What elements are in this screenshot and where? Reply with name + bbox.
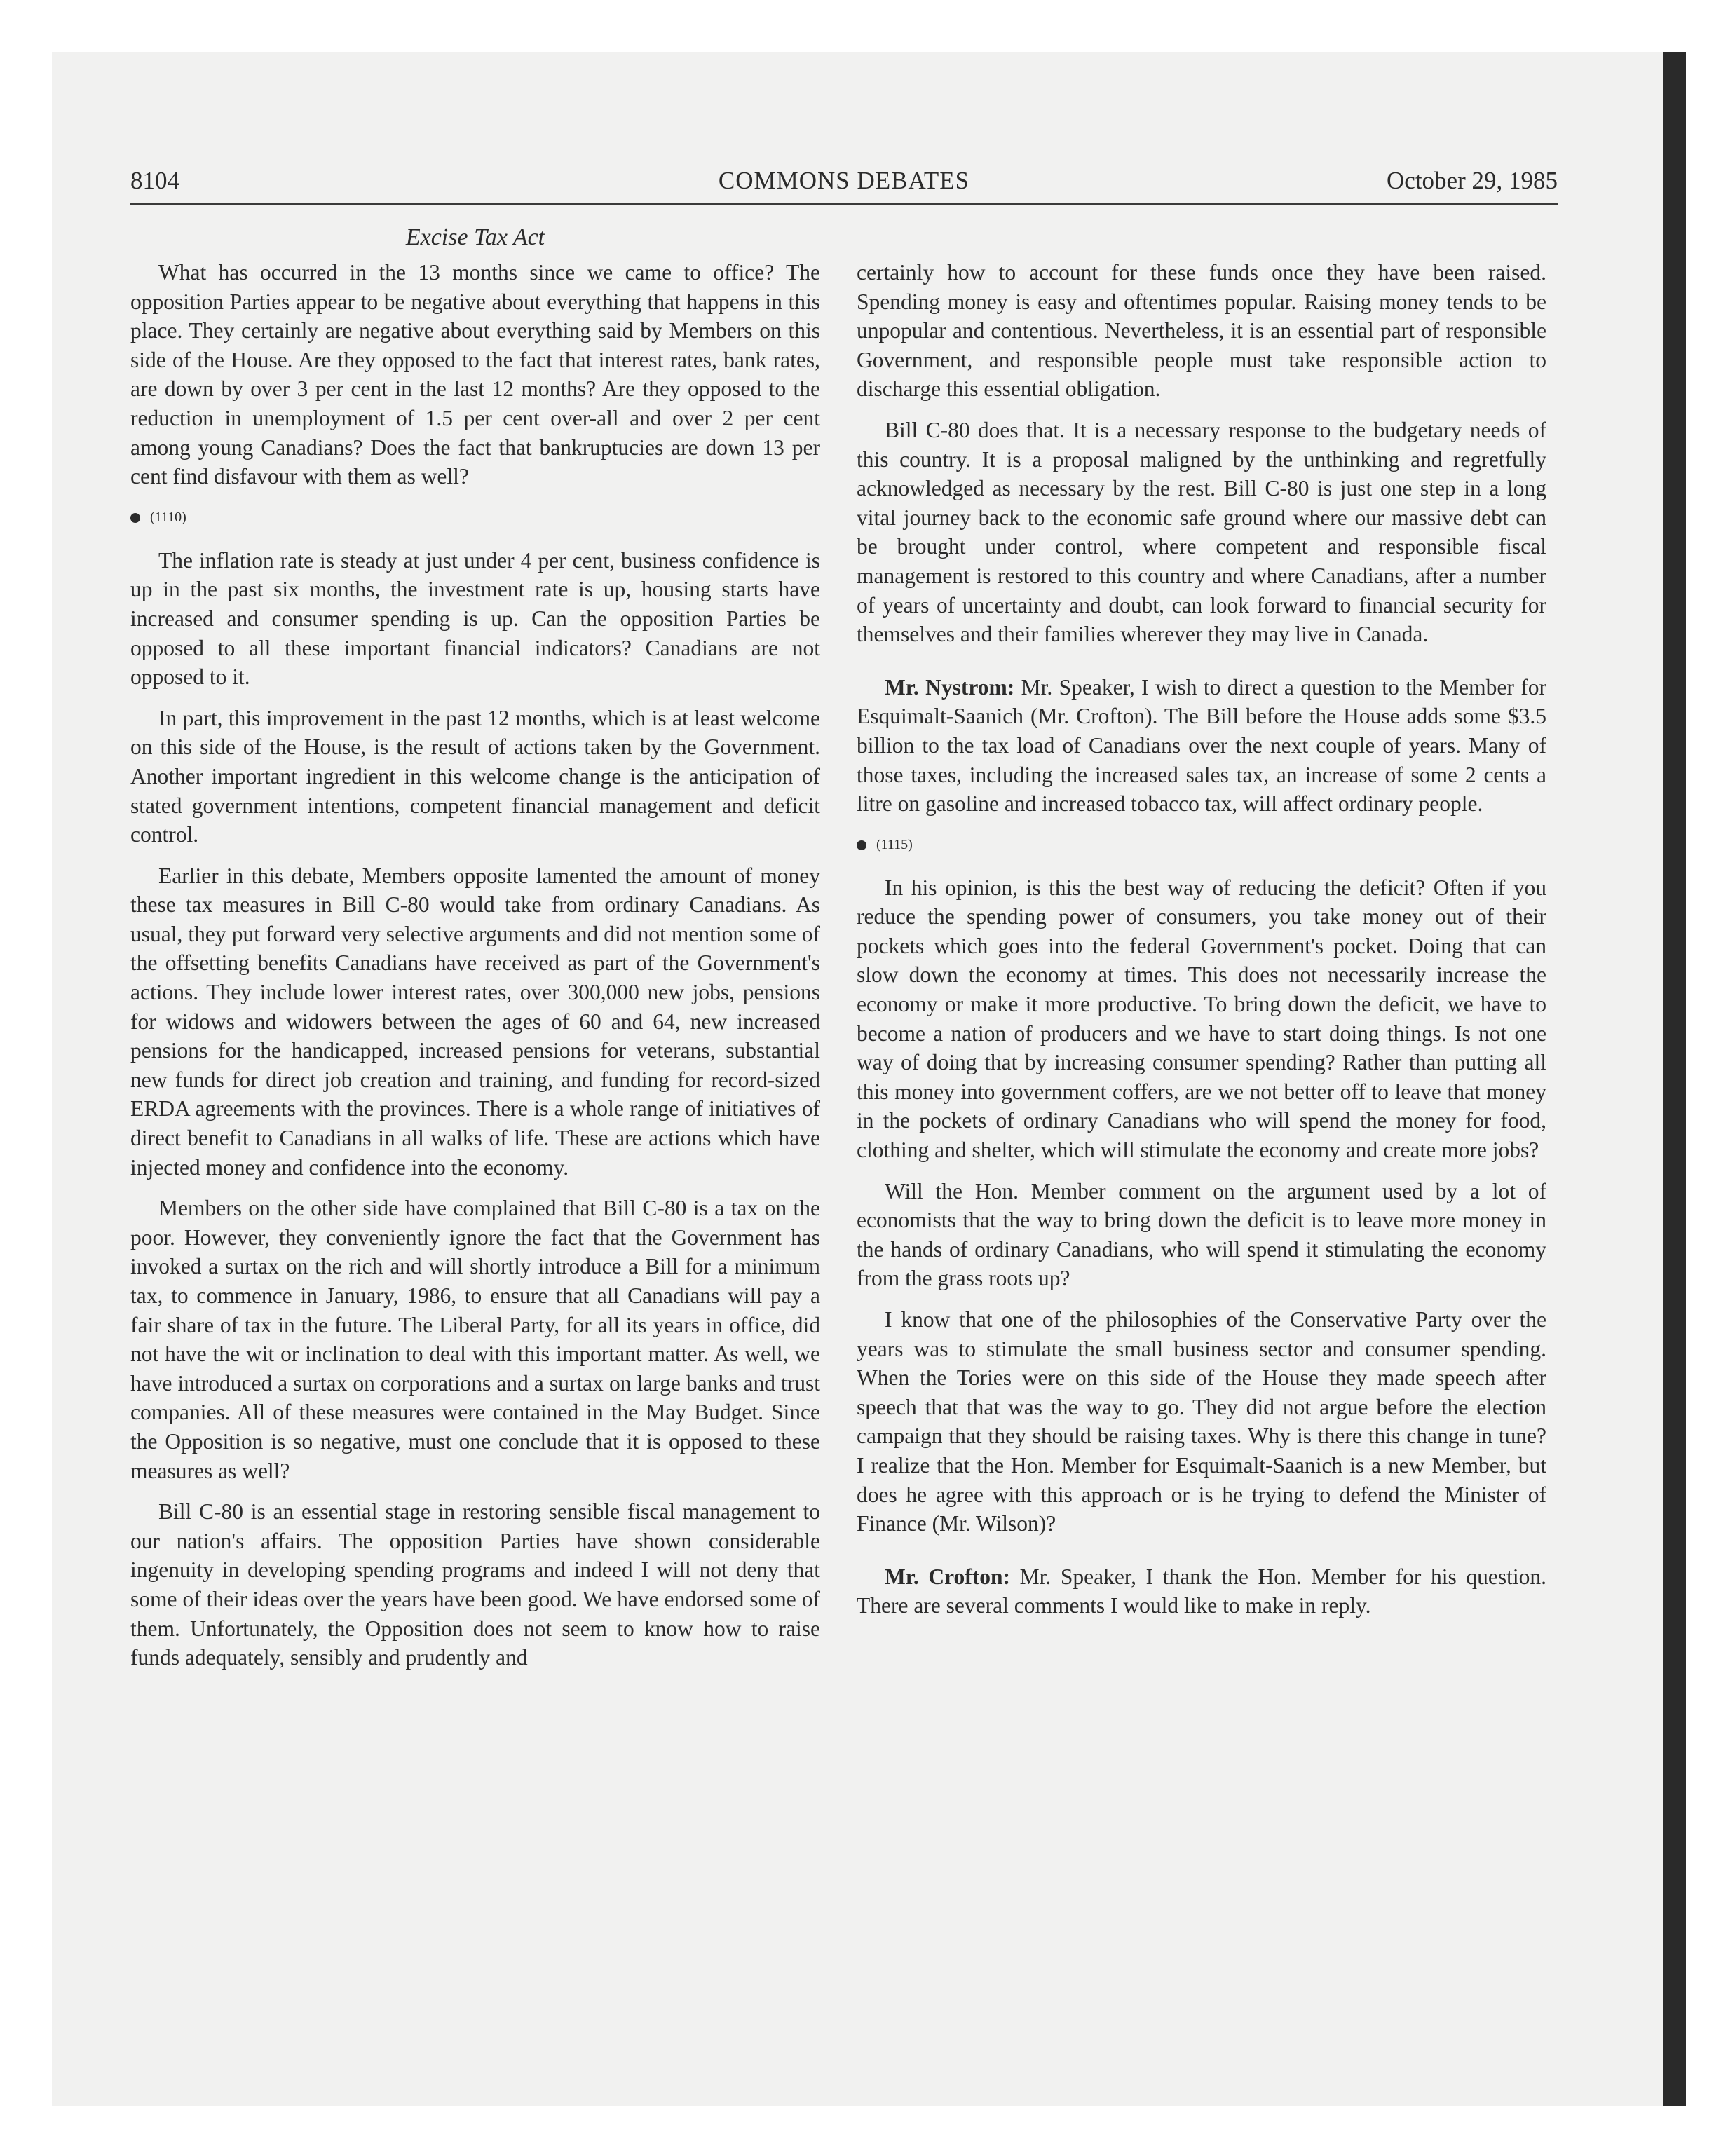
publication-date: October 29, 1985 (1387, 167, 1558, 194)
speech-text: Mr. Speaker, I thank the Hon. Member for his question. There are several comments I would like to make in reply. (857, 1564, 1546, 1618)
paragraph: What has occurred in the 13 months since we came to office? The opposition Parties appear to be negative about everything that happens in this place. They certainly are negative about everything said by Members on this side of the House. Are they opposed to the fact that interest rates, bank rates, are down by over 3 per cent in the last 12 months? Are they opposed to the reduction in unemployment of 1.5 per cent over-all and over 2 per cent among young Canadians? Does the fact that bankruptucies are down 13 per cent find disfavour with them as well? (130, 260, 820, 489)
page-number: 8104 (130, 167, 179, 194)
page-header (130, 163, 1558, 199)
section-title: Excise Tax Act (405, 224, 545, 250)
time-marker (130, 507, 820, 528)
publication-title: COMMONS DEBATES (718, 167, 970, 194)
paragraph: Will the Hon. Member comment on the argument used by a lot of economists that the way to bring down the deficit is to leave more money in the hands of ordinary Canadians, who will spend it stimulating the economy from the grass roots up? (857, 1178, 1546, 1291)
paragraph: Bill C-80 does that. It is a necessary response to the budgetary needs of this country. It is a proposal maligned by the unthinking and regretfully acknowledged as necessary by the rest. Bill C-80 is just one step in a long vital journey back to the economic safe ground where our massive debt can be brought under control, where competent and responsible fiscal management is restored to this country and where Canadians, after a number of years of uncertainty and doubt, can look forward to financial security for themselves and their families wherever they may live in Canada. (857, 417, 1546, 647)
paragraph: Members on the other side have complained that Bill C-80 is a tax on the poor. However, they conveniently ignore the fact that the Government has invoked a surtax on the rich and will shortly introduce a Bill for a minimum tax, to commence in January, 1986, to ensure that all Canadians will pay a fair share of tax in the future. The Liberal Party, for all its years in office, did not have the wit or inclination to deal with this important matter. As well, we have introduced a surtax on corporations and a surtax on large banks and trust companies. All of these measures were contained in the May Budget. Since the Opposition is so negative, must one conclude that it is opposed to these measures as well? (130, 1196, 820, 1483)
paragraph: I know that one of the philosophies of the Conservative Party over the years was to stimulate the small business sector and consumer spending. When the Tories were on this side of the House they made speech after speech that that was the way to go. They did not argue before the election campaign that they should be raising taxes. Why is there this change in tune? I realize that the Hon. Member for Esquimalt-Saanich is a new Member, but does he agree with this approach or is he trying to defend the Minister of Finance (Mr. Wilson)? (857, 1307, 1546, 1536)
bullet-icon (857, 840, 866, 850)
speaker-name: Mr. Nystrom: (885, 674, 1015, 700)
speech-text: Mr. Speaker, I wish to direct a question to the Member for Esquimalt-Saanich (Mr. Crofton). The Bill before the House adds some $3.5 billion to the tax load of Canadians over the next couple of years. Many of those taxes, including the increased sales tax, an increase of some 2 cents a litre on gasoline and increased tobacco tax, will affect ordinary people. (857, 674, 1547, 817)
paragraph: The inflation rate is steady at just under 4 per cent, business confidence is up in the past six months, the investment rate is up, housing starts have increased and consumer spending is up. Can the opposition Parties be opposed to all these important financial indicators? Canadians are not opposed to it. (130, 547, 820, 690)
paragraph: In his opinion, is this the best way of reducing the deficit? Often if you reduce the spending power of consumers, you take money out of their pockets which goes into the federal Government's pocket. Doing that can slow down the economy at times. This does not necessarily increase the economy or make it more productive. To bring down the deficit, we have to become a nation of producers and we have to start doing things. Is not one way of doing that by increasing consumer spending? Rather than putting all this money into government coffers, are we not better off to leave that money in the pockets of ordinary Canadians who will spend the money for food, clothing and shelter, which will stimulate the economy and create more jobs? (857, 875, 1546, 1163)
time-marker (857, 834, 1546, 855)
bullet-icon (130, 513, 140, 523)
paragraph: In part, this improvement in the past 12 months, which is at least welcome on this side of the House, is the result of actions taken by the Government. Another important ingredient in this welcome change is the anticipation of stated government intentions, competent financial management and deficit control. (130, 705, 820, 847)
speaker-name: Mr. Crofton: (885, 1564, 1010, 1589)
paragraph: Bill C-80 is an essential stage in restoring sensible fiscal management to our nation's affairs. The opposition Parties have shown considerable ingenuity in developing spending programs and indeed I will not deny that some of their ideas over the years have been good. We have endorsed some of them. Unfortunately, the Opposition does not seem to know how to raise funds adequately, sensibly and prudently and (130, 1499, 820, 1670)
left-column (130, 258, 820, 1684)
time-marker-label: (1115) (876, 836, 913, 852)
speech-crofton (857, 1562, 1546, 1621)
scan-edge-shadow (1663, 52, 1686, 2106)
right-column (857, 258, 1546, 1632)
time-marker-label: (1110) (150, 509, 186, 525)
paragraph: certainly how to account for these funds once they have been raised. Spending money is easy and oftentimes popular. Raising money tends to be unpopular and contentious. Nevertheless, it is an essential part of responsible Government, and responsible people must take responsible action to discharge this essential obligation. (857, 260, 1546, 402)
paragraph: Earlier in this debate, Members opposite lamented the amount of money these tax measures in Bill C-80 would take from ordinary Canadians. As usual, they put forward very selective arguments and did not mention some of the offsetting benefits Canadians have received as part of the Government's actions. They include lower interest rates, over 300,000 new jobs, pensions for widows and widowers between the ages of 60 and 64, new increased pensions for the handicapped, increased pensions for veterans, substantial new funds for direct job creation and training, and funding for record-sized ERDA agreements with the provinces. There is a whole range of initiatives of direct benefit to Canadians in all walks of life. These are actions which have injected money and confidence into the economy. (130, 863, 820, 1180)
header-rule (130, 203, 1558, 205)
speech-nystrom (857, 673, 1546, 819)
